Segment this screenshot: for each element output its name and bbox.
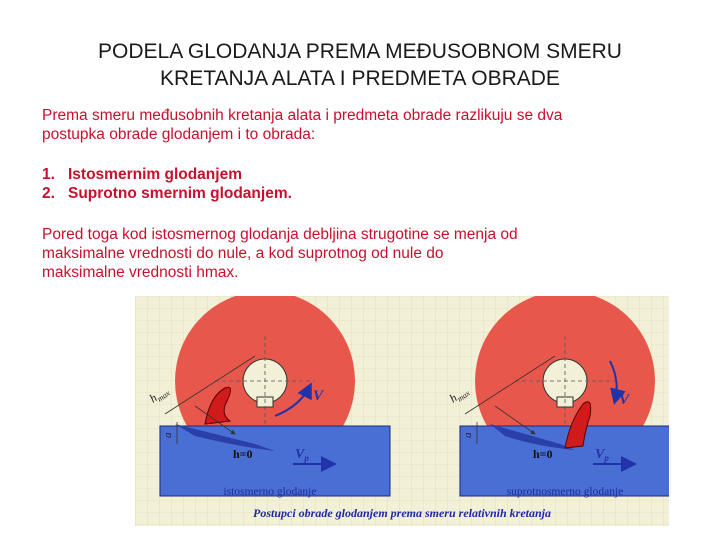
v-label: V: [619, 392, 630, 408]
list-text: Suprotno smernim glodanjem.: [68, 185, 292, 202]
vp-label: $V_p$: [295, 447, 309, 463]
list-item: [42, 165, 692, 184]
right-caption: suprotnosmerno glodanje: [506, 486, 624, 498]
intro-line-2: postupka obrade glodanjem i to obrada:: [42, 126, 316, 143]
paragraph-line-3: maksimalne vrednosti hmax.: [42, 264, 239, 281]
intro-paragraph: [42, 106, 692, 144]
h-zero-label: h=0: [233, 447, 253, 461]
title-line-1: PODELA GLODANJA PREMA MEĐUSOBNOM SMERU: [98, 40, 622, 63]
list-number: 1.: [42, 166, 55, 183]
hmax-label: $h_{max}$: [446, 388, 472, 406]
chip-thickness-paragraph: [42, 225, 692, 282]
paragraph-line-1: Pored toga kod istosmernog glodanja debljina strugotine se menja od: [42, 226, 518, 243]
vp-label: $V_p$: [595, 447, 609, 463]
list-item: [42, 184, 692, 203]
method-list: [42, 165, 692, 203]
milling-diagram: [135, 296, 669, 526]
hmax-label: $h_{max}$: [146, 388, 172, 406]
figure-caption: Postupci obrade glodanjem prema smeru relativnih kretanja: [252, 506, 552, 520]
page-title: [0, 38, 720, 92]
h-zero-label: h=0: [533, 447, 553, 461]
depth-a-label: a: [462, 432, 474, 438]
intro-line-1: Prema smeru međusobnih kretanja alata i predmeta obrade razlikuju se dva: [42, 107, 563, 124]
list-text: Istosmernim glodanjem: [68, 166, 242, 183]
left-caption: istosmerno glodanje: [223, 486, 317, 498]
title-line-2: KRETANJA ALATA I PREDMETA OBRADE: [160, 67, 560, 90]
depth-a-label: a: [162, 432, 174, 438]
v-label: V: [313, 388, 324, 404]
paragraph-line-2: maksimalne vrednosti do nule, a kod suprotnog od nule do: [42, 245, 444, 262]
list-number: 2.: [42, 185, 55, 202]
